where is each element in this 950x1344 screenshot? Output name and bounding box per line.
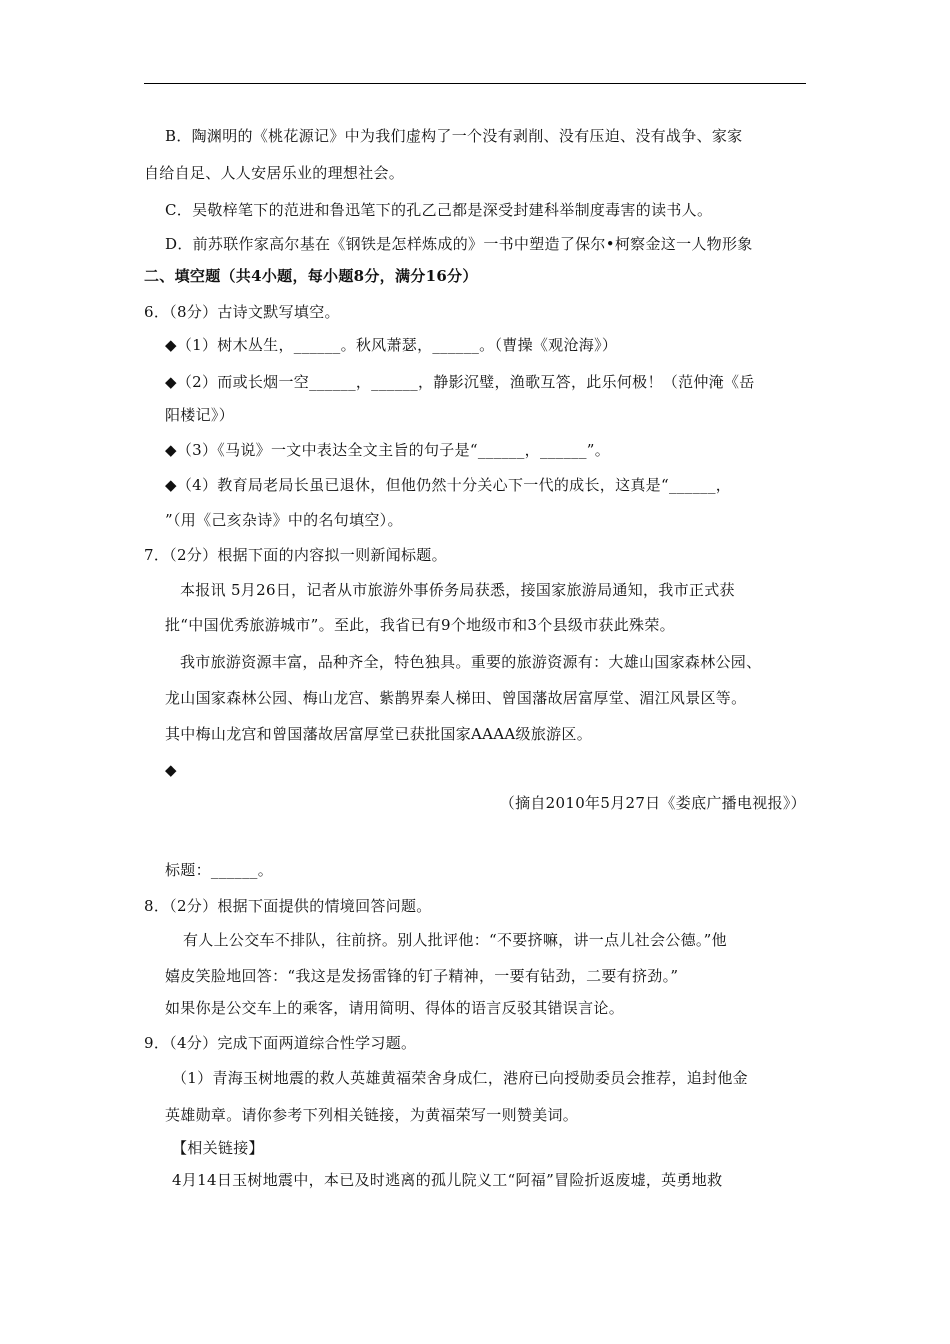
- question-6-item-4-line-2: ”（用《己亥杂诗》中的名句填空）。: [165, 511, 403, 529]
- related-links-text: 4月14日玉树地震中，本已及时逃离的孤儿院义工“阿福”冒险折返废墟，英勇地救: [172, 1171, 723, 1189]
- option-d-line: D．前苏联作家高尔基在《钢铁是怎样炼成的》一书中塑造了保尔•柯察金这一人物形象: [165, 235, 753, 253]
- question-6-title: 6．（8分）古诗文默写填空。: [144, 303, 340, 321]
- news-paragraph-2-line-3: 其中梅山龙宫和曾国藩故居富厚堂已获批国家AAAA级旅游区。: [165, 725, 593, 743]
- question-9-title: 9．（4分）完成下面两道综合性学习题。: [144, 1034, 417, 1052]
- news-paragraph-2-line-2: 龙山国家森林公园、梅山龙宫、紫鹊界秦人梯田、曾国藩故居富厚堂、湄江风景区等。: [165, 689, 747, 707]
- option-b-line-2: 自给自足、人人安居乐业的理想社会。: [144, 164, 405, 182]
- headline-answer-line: 标题：______。: [165, 861, 274, 879]
- question-8-scenario-line-1: 有人上公交车不排队，往前挤。别人批评他：“不要挤嘛，讲一点儿社会公德。”他: [183, 931, 727, 949]
- question-9-part-1-line-2: 英雄勋章。请你参考下列相关链接，为黄福荣写一则赞美词。: [165, 1106, 579, 1124]
- question-8-scenario-line-2: 嬉皮笑脸地回答：“我这是发扬雷锋的钉子精神，一要有钻劲，二要有挤劲。”: [165, 967, 679, 985]
- question-9-part-1-line-1: （1）青海玉树地震的救人英雄黄福荣舍身成仁，港府已向授勋委员会推荐，追封他金: [172, 1069, 748, 1087]
- question-7-title: 7．（2分）根据下面的内容拟一则新闻标题。: [144, 546, 447, 564]
- option-b-line-1: B．陶渊明的《桃花源记》中为我们虚构了一个没有剥削、没有压迫、没有战争、家家: [165, 127, 743, 145]
- diamond-marker: ◆: [165, 761, 177, 779]
- question-8-title: 8．（2分）根据下面提供的情境回答问题。: [144, 897, 432, 915]
- question-8-prompt: 如果你是公交车上的乘客，请用简明、得体的语言反驳其错误言论。: [165, 999, 625, 1017]
- question-6-item-2-line-1: ◆（2）而或长烟一空______，______，静影沉璧，渔歌互答，此乐何极！（范仲淹《岳: [165, 373, 755, 391]
- question-6-item-3: ◆（3）《马说》一文中表达全文主旨的句子是“______，______”。: [165, 441, 611, 459]
- question-6-item-1: ◆（1）树木丛生，______。秋风萧瑟，______。（曹操《观沧海》）: [165, 336, 618, 354]
- option-c-line: C．吴敬梓笔下的范进和鲁迅笔下的孔乙己都是深受封建科举制度毒害的读书人。: [165, 201, 713, 219]
- question-6-item-4-line-1: ◆（4）教育局老局长虽已退休，但他仍然十分关心下一代的成长，这真是“______，: [165, 476, 732, 494]
- news-paragraph-1-line-2: 批“中国优秀旅游城市”。至此，我省已有9个地级市和3个县级市获此殊荣。: [165, 616, 675, 634]
- question-6-item-2-line-2: 阳楼记》）: [165, 406, 235, 424]
- related-links-heading: 【相关链接】: [172, 1139, 264, 1157]
- section-heading: 二、填空题（共4小题，每小题8分，满分16分）: [144, 267, 478, 285]
- news-paragraph-2-line-1: 我市旅游资源丰富，品种齐全，特色独具。重要的旅游资源有：大雄山国家森林公园、: [180, 653, 762, 671]
- news-paragraph-1-line-1: 本报讯 5月26日，记者从市旅游外事侨务局获悉，接国家旅游局通知，我市正式获: [180, 581, 735, 599]
- header-rule: [144, 83, 806, 84]
- news-source: （摘自2010年5月27日《娄底广播电视报》）: [499, 794, 806, 812]
